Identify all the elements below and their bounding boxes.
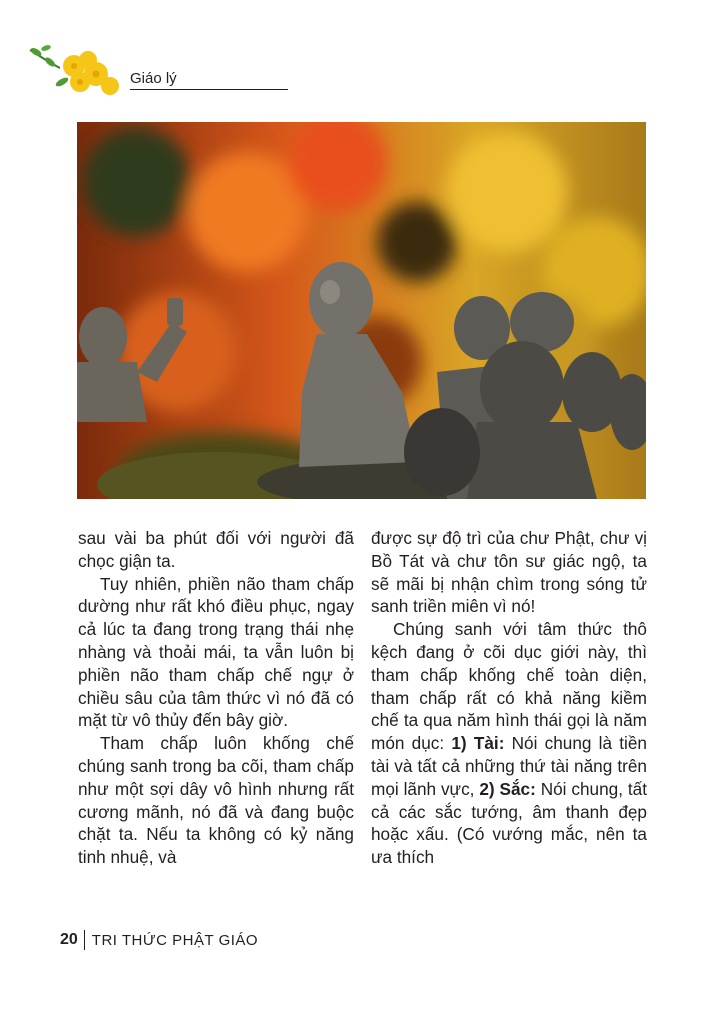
text-run: Chúng sanh với tâm thức thô kệch đang ở cõi dục giới này, thì tham chấp khống chế toàn diện, tham chấp rất có khả năng kiềm chế ta qua năm hình thái gọi là năm món dục: (371, 619, 647, 754)
text-run: Nói chung là tiền tài và tất cả những thứ tài năng trên mọi lãnh vực, (371, 733, 647, 799)
article-column-right (371, 527, 647, 869)
emphasis-term: 2) Sắc: (479, 778, 536, 799)
paragraph (371, 618, 647, 869)
article-column-left (78, 527, 354, 869)
page-number: 20 (60, 931, 78, 948)
article-photo (77, 122, 646, 499)
section-divider (130, 89, 288, 90)
text-run: Nói chung, tất cả các sắc tướng, âm thanh đẹp hoặc xấu. (Có vướng mắc, nên ta ưa thích (371, 778, 647, 868)
emphasis-term: 1) Tài: (451, 733, 505, 754)
yellow-apricot-blossom-icon (26, 42, 136, 114)
paragraph: sau vài ba phút đối với người đã chọc giận ta. (78, 528, 354, 571)
paragraph: Tham chấp luôn khống chế chúng sanh trong ba cõi, tham chấp như một sợi dây vô hình nhưng rất cương mãnh, nó đã và đang buộc chặt ta. Nếu ta không có kỷ năng tinh nhuệ, và (78, 733, 354, 868)
paragraph: được sự độ trì của chư Phật, chư vị Bồ Tát và chư tôn sư giác ngộ, ta sẽ mãi bị nhận chìm trong sóng tử sanh triền miên vì nó! (371, 528, 647, 617)
page-footer (60, 930, 258, 950)
section-label: Giáo lý (130, 70, 177, 87)
footer-divider (84, 930, 85, 950)
magazine-title: TRI THỨC PHẬT GIÁO (91, 931, 259, 949)
paragraph: Tuy nhiên, phiền não tham chấp dường như rất khó điều phục, ngay cả lúc ta đang trong trạng thái nhẹ nhàng và thoải mái, ta vẫn luôn bị phiền não tham chấp chế ngự ở chiều sâu của tâm thức vì nó đã có mặt từ vô thủy đến bây giờ. (78, 573, 354, 731)
